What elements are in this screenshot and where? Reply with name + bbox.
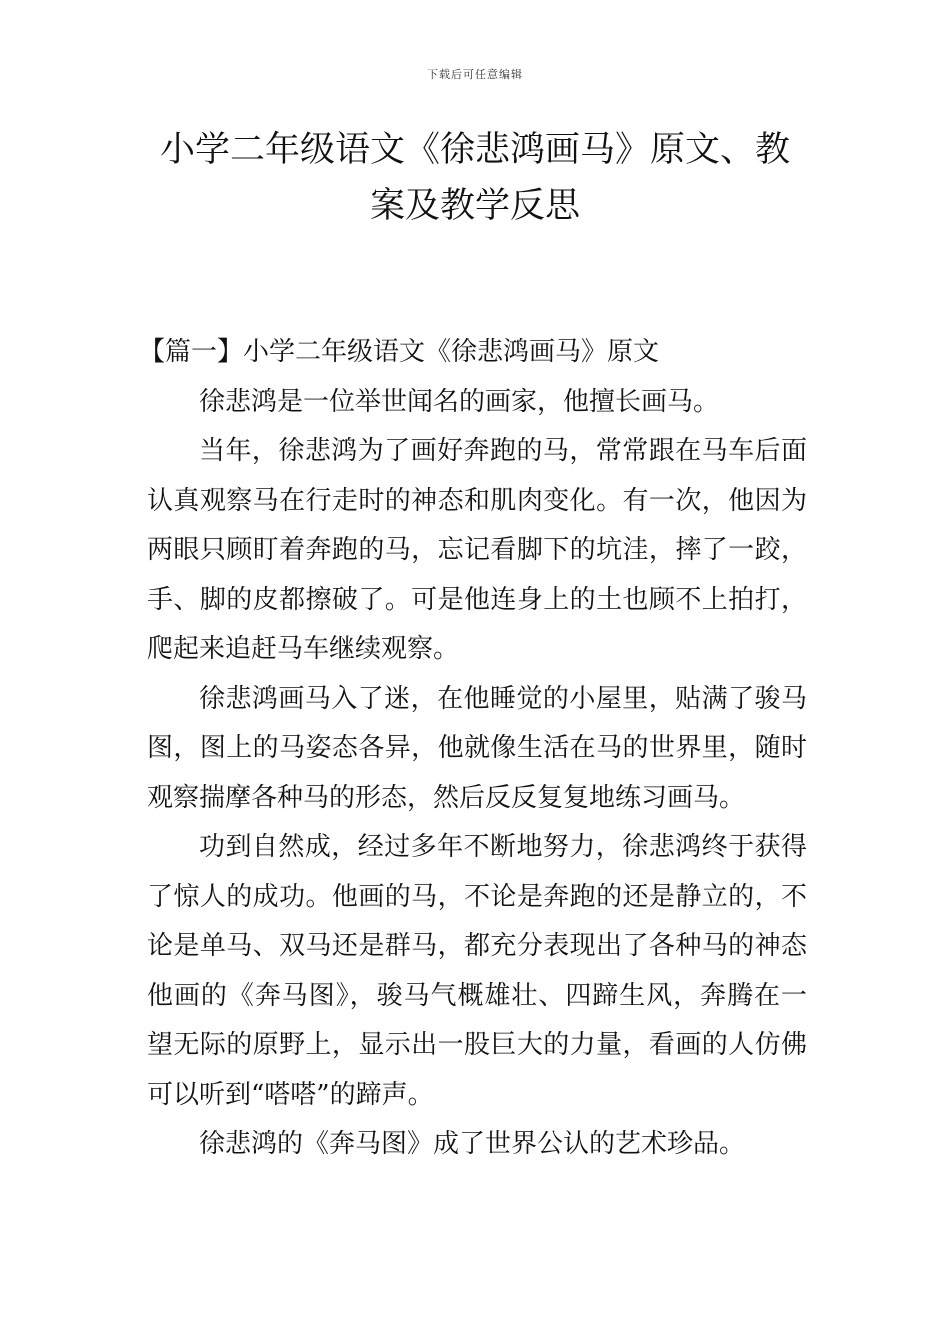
document-title-line-2: 案及教学反思: [369, 186, 580, 226]
body-paragraph-1: 徐悲鸿是一位举世闻名的画家，他擅长画马。: [199, 386, 720, 417]
body-paragraph-2: 当年，徐悲鸿为了画好奔跑的马，常常跟在马车后面认真观察马在行走时的神态和肌肉变化。有一次，他因为两眼只顾盯着奔跑的马，忘记看脚下的坑洼，摔了一跤，手、脚的皮都擦破了。可是他连身上的土也顾不上拍打，爬起来追赶马车继续观察。: [147, 436, 807, 664]
body-paragraph-4: 功到自然成，经过多年不断地努力，徐悲鸿终于获得了惊人的成功。他画的马，不论是奔跑的还是静立的，不论是单马、双马还是群马，都充分表现出了各种马的神态他画的《奔马图》，骏马气概雄壮、四蹄生风，奔腾在一望无际的原野上，显示出一股巨大的力量，看画的人仿佛可以听到“嗒嗒”的蹄声。: [147, 832, 807, 1110]
body-paragraph-3: 徐悲鸿画马入了迷，在他睡觉的小屋里，贴满了骏马图，图上的马姿态各异，他就像生活在马的世界里，随时观察揣摩各种马的形态，然后反反复复地练习画马。: [147, 683, 807, 813]
document-title: [100, 122, 850, 234]
header-watermark: 下载后可任意编辑: [427, 68, 523, 81]
body-paragraph-5: 徐悲鸿的《奔马图》成了世界公认的艺术珍品。: [199, 1129, 746, 1159]
document-title-line-1: 小学二年级语文《徐悲鸿画马》原文、教: [159, 130, 790, 170]
document-body: [139, 328, 807, 1170]
section-heading: 【篇一】小学二年级语文《徐悲鸿画马》原文: [139, 337, 660, 367]
